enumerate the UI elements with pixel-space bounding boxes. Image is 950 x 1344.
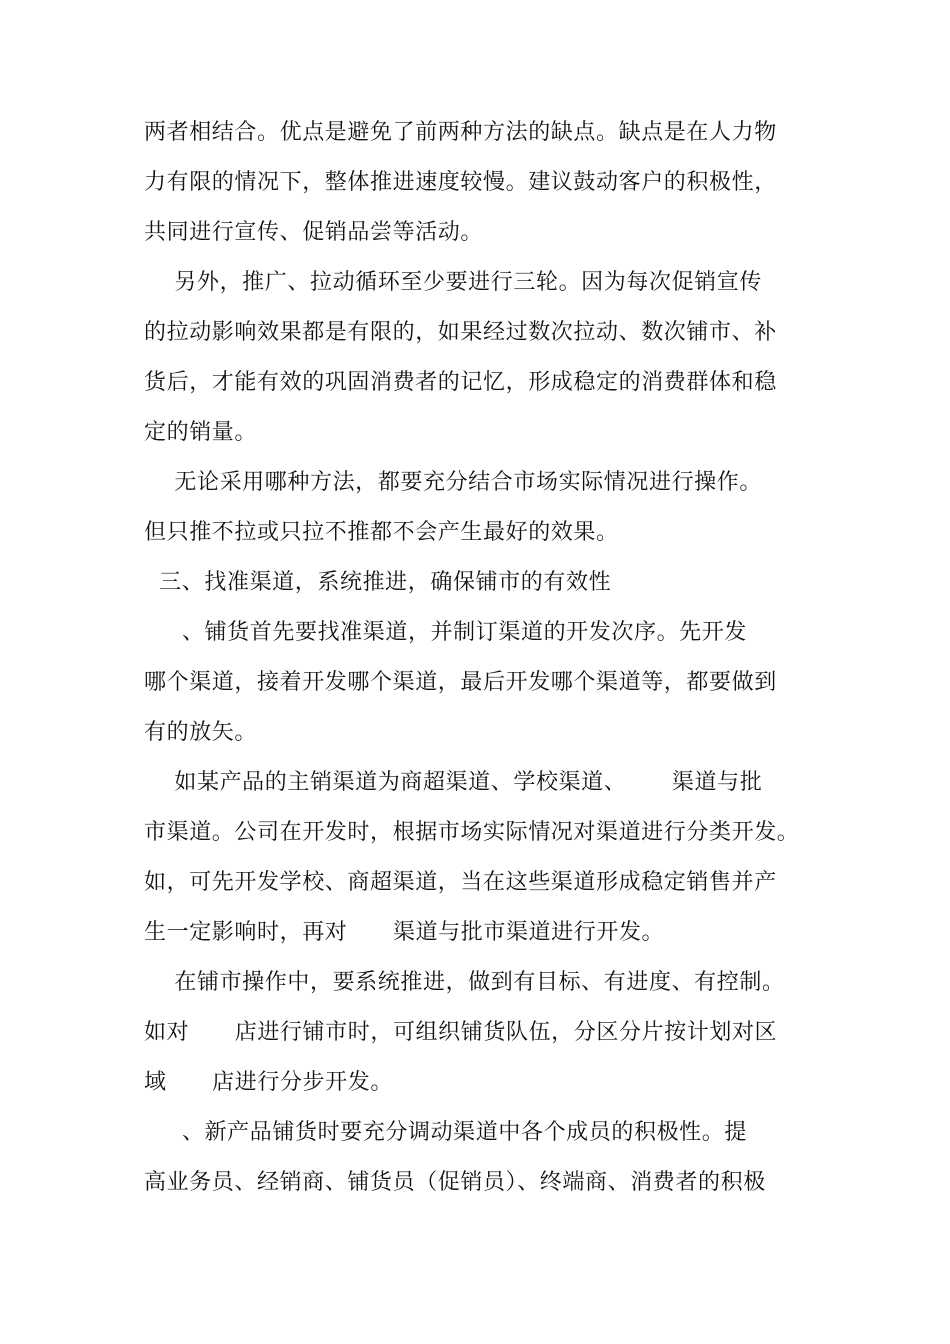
text-line: 如对 店进行铺市时，可组织铺货队伍，分区分片按计划对区	[144, 1020, 778, 1045]
text-line: 市渠道。公司在开发时，根据市场实际情况对渠道进行分类开发。	[144, 820, 800, 845]
section-heading: 三、找准渠道，系统推进，确保铺市的有效性	[144, 570, 612, 595]
text-line: 生一定影响时，再对 渠道与批市渠道进行开发。	[144, 920, 665, 945]
text-line: 、铺货首先要找准渠道，并制订渠道的开发次序。先开发	[144, 620, 747, 645]
text-line: 哪个渠道，接着开发哪个渠道，最后开发哪个渠道等，都要做到	[144, 670, 777, 695]
text-line: 定的销量。	[144, 420, 258, 445]
text-line: 无论采用哪种方法，都要充分结合市场实际情况进行操作。	[144, 470, 762, 495]
text-line: 高业务员、经销商、铺货员（促销员）、终端商、消费者的积极	[144, 1170, 766, 1195]
text-line: 货后，才能有效的巩固消费者的记忆，形成稳定的消费群体和稳	[144, 370, 777, 395]
text-line: 另外，推广、拉动循环至少要进行三轮。因为每次促销宣传	[144, 270, 762, 295]
text-line: 有的放矢。	[144, 720, 258, 745]
text-line: 的拉动影响效果都是有限的，如果经过数次拉动、数次铺市、补	[144, 320, 777, 345]
text-line: 但只推不拉或只拉不推都不会产生最好的效果。	[144, 520, 619, 545]
text-line: 域 店进行分步开发。	[144, 1070, 393, 1095]
text-line: 在铺市操作中，要系统推进，做到有目标、有进度、有控制。	[144, 970, 785, 995]
text-line: 力有限的情况下，整体推进速度较慢。建议鼓动客户的积极性，	[144, 170, 777, 195]
text-line: 两者相结合。优点是避免了前两种方法的缺点。缺点是在人力物	[144, 120, 777, 145]
text-line: 如某产品的主销渠道为商超渠道、学校渠道、 渠道与批	[144, 770, 763, 795]
text-line: 如，可先开发学校、商超渠道，当在这些渠道形成稳定销售并产	[144, 870, 777, 895]
text-line: 共同进行宣传、促销品尝等活动。	[144, 220, 484, 245]
text-line: 、新产品铺货时要充分调动渠道中各个成员的积极性。提	[144, 1120, 747, 1145]
